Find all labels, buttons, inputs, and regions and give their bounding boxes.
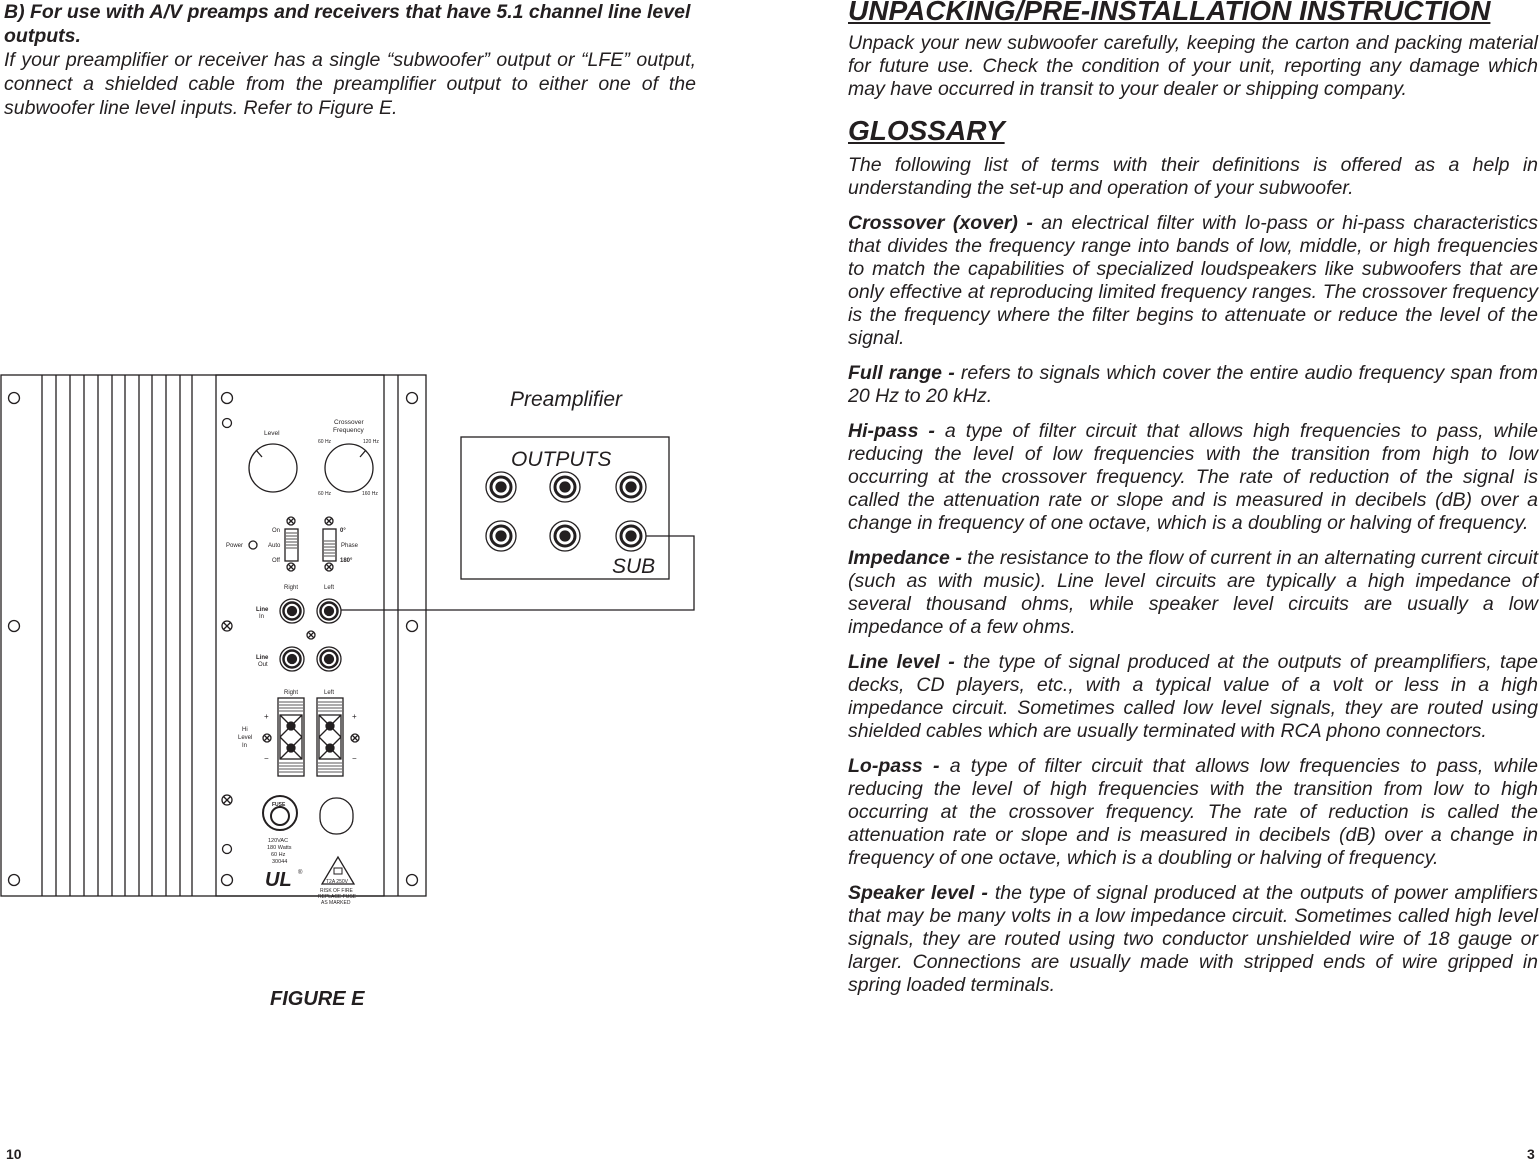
glossary-term: Crossover (xover) - (848, 212, 1033, 234)
line-out-right-jack (280, 647, 304, 671)
glossary-term: Speaker level - (848, 882, 988, 904)
glossary-entry (848, 420, 1538, 535)
fuse-rating-label: T2A 250V (326, 879, 348, 885)
preamp-output-jack (616, 472, 646, 502)
preamp-sub-output-jack (616, 521, 646, 551)
glossary-definition: the resistance to the flow of current in an alternating current circuit (such as with music). Line level circuits are typically a high impedance of several thousand ohms, while speaker level circuits are usually a low impedance of a few ohms. (848, 547, 1538, 638)
figure-caption: FIGURE E (270, 988, 365, 1010)
glossary-entry (848, 651, 1538, 743)
line-out-label: Line (256, 655, 269, 661)
off-label: Off (272, 558, 280, 564)
minus-sign: − (352, 754, 357, 763)
power-label: Power (226, 543, 244, 549)
phase-0-label: 0° (340, 528, 346, 534)
crossover-label: Crossover (334, 419, 364, 426)
preamp-output-jack (550, 472, 580, 502)
glossary-definition: the type of signal produced at the outputs of preamplifiers, tape decks, CD players, etc., with a typical value of a volt or less in a high impedance circuit. Sometimes called low level signals, they are routed using shielded cables which are usually terminated with RCA phono connectors. (848, 651, 1538, 742)
registered-mark: ® (298, 870, 303, 876)
instruction-paragraph: If your preamplifier or receiver has a single “subwoofer” output or “LFE” output, connect a shielded cable from the preamplifier output to either one of the subwoofer line level inputs. Refer to Figure E. (4, 49, 696, 119)
plus-sign: + (264, 712, 269, 721)
spec-label: 120VAC (268, 838, 289, 844)
speaker-terminal-right (278, 698, 304, 776)
warning-label: RISK OF FIRE (320, 888, 353, 894)
plus-sign: + (352, 712, 357, 721)
preamp-output-jack (486, 521, 516, 551)
left-page (4, 0, 696, 120)
left-label: Left (324, 585, 335, 591)
glossary-term: Full range - (848, 362, 955, 384)
warning-label: AS MARKED (321, 900, 351, 905)
glossary-definition: a type of filter circuit that allows high frequencies to pass, while reducing the level of low frequencies with the transition from high to low occurring at the crossover frequency. The rate of reduction of the signal is called the attenuation rate or slope and is measured in decibels (dB) over a change in frequency of one octave, which is a doubling or halving of frequency. (848, 420, 1538, 534)
spec-label: 30044 (272, 859, 288, 865)
figure-e-diagram (0, 365, 700, 905)
preamplifier-title: Preamplifier (510, 388, 623, 411)
glossary-definition: the type of signal produced at the outputs of power amplifiers that may be many volts in a low impedance circuit. Sometimes called high level signals, they are routed using two conductor unshielded wire of 18 gauge or larger. Connections are usually made with stripped ends of wire gripped in spring loaded terminals. (848, 882, 1538, 996)
page-number-left: 10 (6, 1146, 22, 1162)
amplifier-chassis (1, 375, 426, 896)
line-in-label: In (259, 614, 265, 620)
right-page (848, 0, 1538, 997)
outputs-label: OUTPUTS (511, 448, 612, 471)
preamp-output-jack (550, 521, 580, 551)
ul-logo: UL (265, 869, 292, 891)
auto-label: Auto (268, 543, 281, 549)
heat-sink-fins (42, 375, 192, 896)
glossary-term: Impedance - (848, 547, 962, 569)
preamp-output-jack (486, 472, 516, 502)
glossary-definition: refers to signals which cover the entire audio frequency span from 20 Hz to 20 kHz. (848, 362, 1538, 407)
spec-label: 180 Watts (267, 845, 292, 851)
hi-level-label: Hi (242, 727, 248, 733)
unpacking-paragraph: Unpack your new subwoofer carefully, keeping the carton and packing material for future use. Check the condition of your unit, reporting any damage which may have occurred in transit to your dealer or shipping company. (848, 32, 1538, 100)
glossary-term: Line level - (848, 651, 955, 673)
glossary-entry (848, 755, 1538, 870)
power-inlet (320, 798, 353, 834)
glossary-term: Hi-pass - (848, 420, 935, 442)
hi-level-label: In (242, 743, 248, 749)
hz-label: 120 Hz (363, 439, 379, 445)
glossary-entry (848, 212, 1538, 350)
section-heading: B) For use with A/V preamps and receivers that have 5.1 channel line level outputs. (4, 1, 691, 47)
control-panel (216, 375, 384, 896)
fuse-label: FUSE (272, 802, 286, 808)
phase-180-label: 180° (340, 558, 353, 564)
glossary-intro: The following list of terms with their definitions is offered as a help in understanding the set-up and operation of your subwoofer. (848, 154, 1538, 199)
left-label: Left (324, 690, 335, 696)
line-out-left-jack (317, 647, 341, 671)
glossary-entry (848, 362, 1538, 408)
level-label: Level (264, 430, 280, 437)
hz-label: 60 Hz (318, 491, 332, 497)
glossary-entry (848, 547, 1538, 639)
phase-label: Phase (341, 543, 359, 549)
glossary-term: Lo-pass - (848, 755, 940, 777)
frequency-label: Frequency (333, 427, 364, 434)
line-out-label: Out (258, 662, 268, 668)
hi-level-label: Level (238, 735, 253, 741)
minus-sign: − (264, 754, 269, 763)
line-in-label: Line (256, 607, 269, 613)
hz-label: 60 Hz (318, 439, 332, 445)
sub-label: SUB (612, 555, 656, 578)
page-number-right: 3 (1527, 1146, 1535, 1162)
on-label: On (272, 528, 281, 534)
glossary-definition: a type of filter circuit that allows low frequencies to pass, while reducing the level of high frequencies with the transition from low to high occurring at the crossover frequency. The rate of reduction is called the attenuation rate or slope and is measured in decibels (dB) over a change in frequency of one octave, which is a doubling or halving of frequency. (848, 755, 1538, 869)
hz-label: 160 Hz (362, 491, 378, 497)
glossary-title: GLOSSARY (848, 115, 1005, 146)
glossary-list (848, 212, 1538, 997)
unpacking-title: UNPACKING/PRE-INSTALLATION INSTRUCTION (848, 0, 1491, 26)
line-in-right-jack (280, 599, 304, 623)
spec-label: 60 Hz (271, 852, 286, 858)
glossary-definition: an electrical filter with lo-pass or hi-pass characteristics that divides the frequency range into bands of low, middle, or high frequencies to match the capabilities of specialized loudspeakers like subwoofers that are only effective at reproducing limited frequency ranges. The crossover frequency is the frequency where the filter begins to attenuate or reduce the level of the signal. (848, 212, 1538, 349)
glossary-entry (848, 882, 1538, 997)
power-led (249, 541, 257, 549)
warning-label: REPLACE FUSE (318, 894, 357, 900)
speaker-terminal-left (317, 698, 343, 776)
right-label: Right (284, 585, 299, 591)
right-label: Right (284, 690, 299, 696)
line-in-left-jack (317, 599, 341, 623)
